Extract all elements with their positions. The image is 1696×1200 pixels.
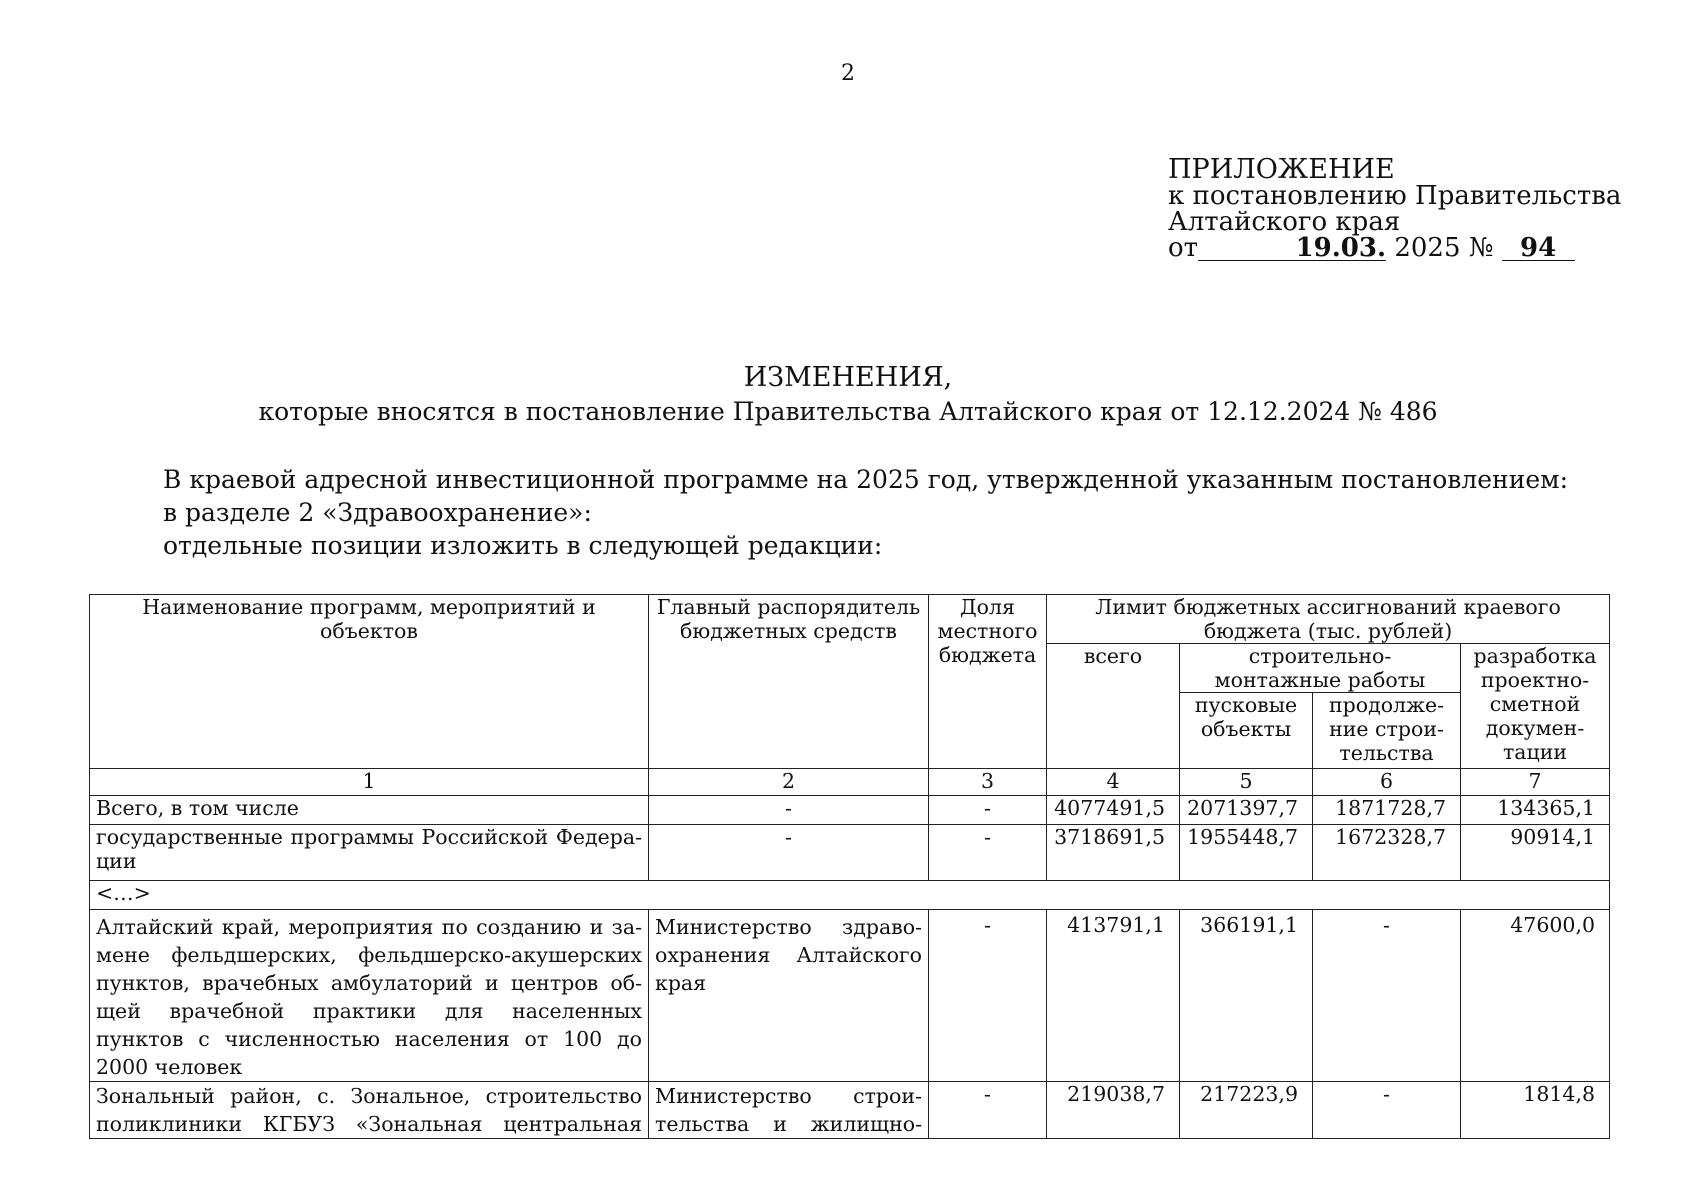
row-manager: - <box>649 825 929 881</box>
header-manager: Главный распорядитель бюджетных средств <box>649 595 929 769</box>
intro-line-2: в разделе 2 «Здравоохранение»: <box>163 498 592 527</box>
investment-program-table <box>89 594 1610 1139</box>
table-header-row-1 <box>90 595 1610 644</box>
row-manager: Министерство строи-тельства и жилищно- <box>649 1082 929 1139</box>
row-share: - <box>929 825 1047 881</box>
intro-line-1: В краевой адресной инвестиционной программе на 2025 год, утвержденной указанным постановлением: <box>163 465 1569 494</box>
header-total: всего <box>1047 644 1180 769</box>
header-share: Доля местного бюджета <box>929 595 1047 769</box>
row-name: Алтайский край, мероприятия по созданию и за-мене фельдшерских, фельдшерско-акушерских пунктов, врачебных амбулаторий и центров об-щей врачебной практики для населенных пунктов с численностью населения от 100 до 2000 человек <box>90 910 649 1082</box>
column-number: 4 <box>1047 769 1180 796</box>
appendix-number: 94 <box>1502 236 1575 261</box>
intro-text <box>163 463 1568 562</box>
row-share: - <box>929 910 1047 1082</box>
intro-line-3: отдельные позиции изложить в следующей редакции: <box>163 531 883 560</box>
row-continuation: - <box>1313 1082 1461 1139</box>
column-number: 3 <box>929 769 1047 796</box>
document-subtitle: которые вносятся в постановление Правительства Алтайского края от 12.12.2024 № 486 <box>258 397 1438 426</box>
row-continuation: 1672328,7 <box>1313 825 1461 881</box>
row-ellipsis: <…> <box>90 881 1610 910</box>
row-manager: - <box>649 796 929 825</box>
header-limit: Лимит бюджетных ассигнований краевого бюджета (тыс. рублей) <box>1047 595 1610 644</box>
row-design: 47600,0 <box>1461 910 1610 1082</box>
row-total: 413791,1 <box>1047 910 1180 1082</box>
row-name: государственные программы Российской Федера-ции <box>90 825 649 881</box>
row-continuation: - <box>1313 910 1461 1082</box>
header-continuation: продолже-ние строи-тельства <box>1313 693 1461 769</box>
row-manager: Министерство здраво-охранения Алтайского края <box>649 910 929 1082</box>
appendix-title: ПРИЛОЖЕНИЕ <box>1168 154 1395 185</box>
appendix-date: 19.03. <box>1198 236 1386 261</box>
row-continuation: 1871728,7 <box>1313 796 1461 825</box>
row-design: 90914,1 <box>1461 825 1610 881</box>
table-row <box>90 796 1610 825</box>
header-construction: строительно-монтажные работы <box>1180 644 1461 693</box>
column-number: 5 <box>1180 769 1313 796</box>
appendix-from-label: от <box>1168 233 1199 263</box>
row-launch: 366191,1 <box>1180 910 1313 1082</box>
row-name: Всего, в том числе <box>90 796 649 825</box>
page-number: 2 <box>841 61 855 86</box>
row-share: - <box>929 796 1047 825</box>
appendix-line-2: Алтайского края <box>1168 207 1401 237</box>
column-number: 6 <box>1313 769 1461 796</box>
appendix-line-1: к постановлению Правительства <box>1168 181 1622 211</box>
row-launch: 2071397,7 <box>1180 796 1313 825</box>
row-share: - <box>929 1082 1047 1139</box>
document-title: ИЗМЕНЕНИЯ, <box>743 362 953 393</box>
column-number: 7 <box>1461 769 1610 796</box>
column-numbers-row <box>90 769 1610 796</box>
row-total: 219038,7 <box>1047 1082 1180 1139</box>
appendix-year: 2025 № <box>1394 233 1494 263</box>
header-launch: пусковые объекты <box>1180 693 1313 769</box>
row-total: 3718691,5 <box>1047 825 1180 881</box>
row-launch: 217223,9 <box>1180 1082 1313 1139</box>
header-design: разработка проектно-сметной докумен-тации <box>1461 644 1610 769</box>
appendix-date-line <box>1168 235 1621 261</box>
row-total: 4077491,5 <box>1047 796 1180 825</box>
row-design: 134365,1 <box>1461 796 1610 825</box>
column-number: 2 <box>649 769 929 796</box>
row-design: 1814,8 <box>1461 1082 1610 1139</box>
appendix-block <box>1168 154 1622 263</box>
row-name: Зональный район, с. Зональное, строительство поликлиники КГБУЗ «Зональная центральная <box>90 1082 649 1139</box>
table-row <box>90 825 1610 881</box>
table-row <box>90 910 1610 1082</box>
column-number: 1 <box>90 769 649 796</box>
table-row <box>90 881 1610 910</box>
row-launch: 1955448,7 <box>1180 825 1313 881</box>
header-name: Наименование программ, мероприятий и объектов <box>90 595 649 769</box>
table-row <box>90 1082 1610 1139</box>
